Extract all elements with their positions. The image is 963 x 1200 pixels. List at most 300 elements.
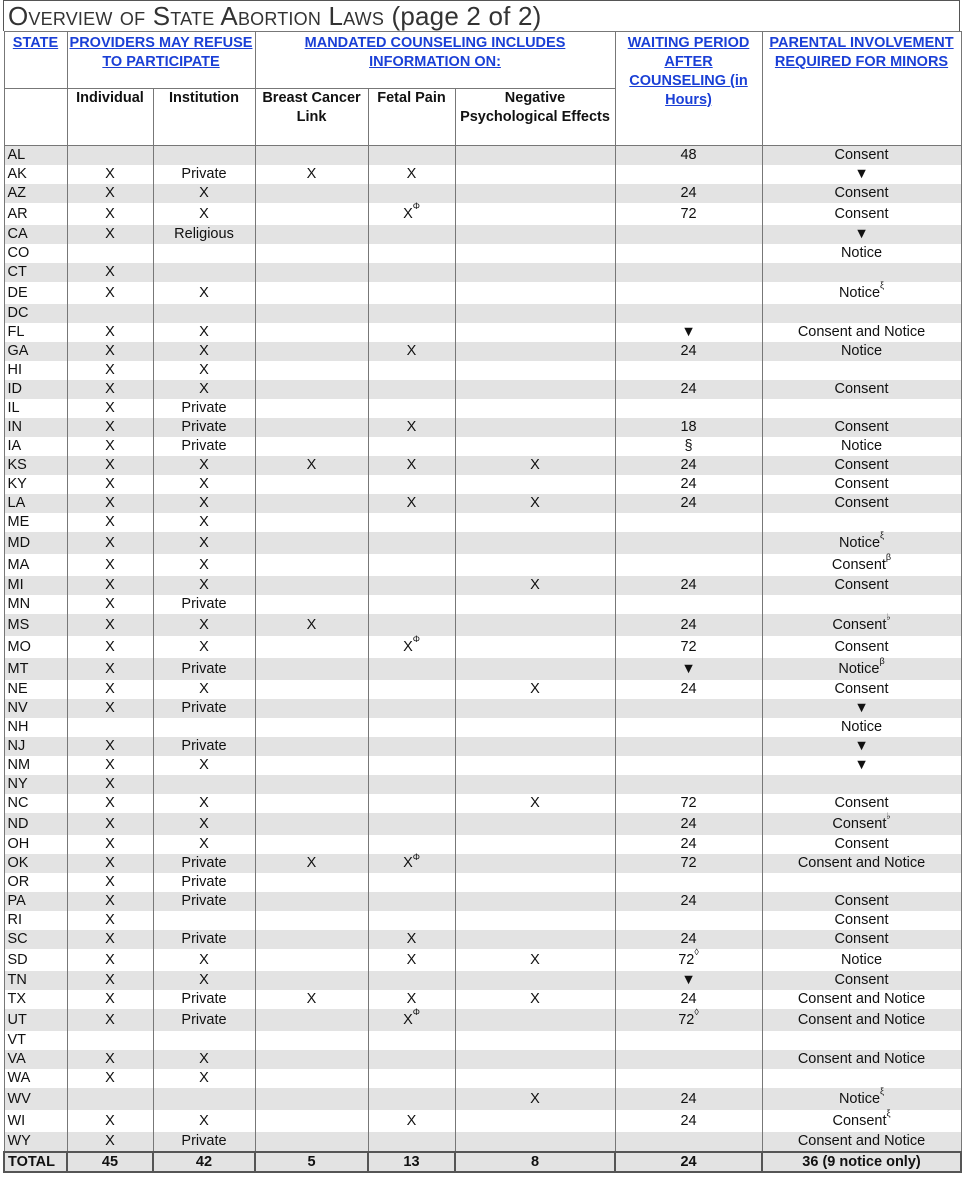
breast-cancer-cell-value: X <box>306 991 317 1007</box>
negative-effects-cell <box>455 576 615 595</box>
parental-cell <box>762 990 961 1009</box>
fetal-pain-cell <box>368 636 455 658</box>
waiting-period-cell <box>615 990 762 1009</box>
total-individual: 45 <box>67 1152 153 1172</box>
table-row <box>4 835 961 854</box>
individual-cell <box>67 636 153 658</box>
header-breast-cancer: Breast Cancer Link <box>255 89 368 146</box>
fetal-pain-cell-value: X <box>406 1113 417 1129</box>
fetal-pain-cell-value: X <box>406 991 417 1007</box>
individual-cell-value: X <box>105 226 115 242</box>
breast-cancer-cell <box>255 1110 368 1132</box>
state-cell-value: CT <box>7 264 27 280</box>
state-cell <box>4 930 67 949</box>
individual-cell <box>67 203 153 225</box>
parental-cell-value: Consent <box>834 972 889 988</box>
state-cell <box>4 323 67 342</box>
waiting-period-cell-value: 72 <box>680 855 697 871</box>
parental-cell-value: Consent and Notice <box>797 1012 926 1028</box>
state-cell <box>4 990 67 1009</box>
breast-cancer-cell <box>255 244 368 263</box>
institution-cell-value: Private <box>181 1133 227 1149</box>
state-cell <box>4 399 67 418</box>
waiting-period-cell <box>615 380 762 399</box>
state-cell <box>4 854 67 873</box>
institution-cell-value: X <box>199 617 209 633</box>
parental-cell-value: Consent and Notice <box>797 324 926 340</box>
negative-effects-cell <box>455 1132 615 1152</box>
state-cell-value: AR <box>7 206 28 222</box>
institution-cell <box>153 342 255 361</box>
negative-effects-cell <box>455 304 615 323</box>
fetal-pain-cell <box>368 835 455 854</box>
state-cell-value: SD <box>7 952 28 968</box>
fetal-pain-cell <box>368 418 455 437</box>
negative-effects-cell <box>455 282 615 304</box>
table-row <box>4 437 961 456</box>
institution-cell <box>153 304 255 323</box>
institution-cell-value: X <box>199 1051 209 1067</box>
state-cell-value: FL <box>7 324 25 340</box>
negative-effects-cell <box>455 854 615 873</box>
table-row <box>4 614 961 636</box>
parental-cell-value: Consent <box>832 1113 887 1129</box>
breast-cancer-cell <box>255 930 368 949</box>
total-institution: 42 <box>153 1152 255 1172</box>
negative-effects-cell-value: X <box>530 457 540 473</box>
individual-cell-value: X <box>105 596 115 612</box>
state-cell-value: ND <box>7 816 29 832</box>
negative-effects-cell <box>455 658 615 680</box>
negative-effects-cell <box>455 911 615 930</box>
fetal-pain-cell <box>368 554 455 576</box>
waiting-period-cell <box>615 1132 762 1152</box>
parental-cell <box>762 475 961 494</box>
waiting-period-cell <box>615 323 762 342</box>
fetal-pain-cell <box>368 244 455 263</box>
breast-cancer-cell <box>255 911 368 930</box>
parental-cell <box>762 165 961 184</box>
parental-cell-value: Consent <box>832 816 887 832</box>
institution-cell <box>153 437 255 456</box>
parental-cell-value: Consent <box>834 931 889 947</box>
state-cell-value: KS <box>7 457 27 473</box>
negative-effects-cell <box>455 990 615 1009</box>
individual-cell <box>67 1110 153 1132</box>
state-cell-value: IN <box>7 419 22 435</box>
fetal-pain-cell <box>368 737 455 756</box>
parental-cell <box>762 794 961 813</box>
institution-cell-value: X <box>199 535 209 551</box>
negative-effects-cell <box>455 418 615 437</box>
state-cell <box>4 165 67 184</box>
breast-cancer-cell <box>255 595 368 614</box>
parental-cell-value: Consent <box>834 147 889 163</box>
institution-cell-value: Private <box>181 596 227 612</box>
table-row <box>4 494 961 513</box>
breast-cancer-cell <box>255 699 368 718</box>
parental-cell-value: Consent <box>834 639 889 655</box>
breast-cancer-cell <box>255 971 368 990</box>
state-cell <box>4 184 67 203</box>
waiting-period-cell-value: 72 <box>680 206 697 222</box>
total-fetal-pain: 13 <box>368 1152 455 1172</box>
institution-cell <box>153 532 255 554</box>
state-cell <box>4 1050 67 1069</box>
parental-cell <box>762 532 961 554</box>
fetal-pain-cell <box>368 1031 455 1050</box>
header-counseling[interactable]: MANDATED COUNSELING INCLUDES INFORMATION ON: <box>255 32 615 89</box>
breast-cancer-cell <box>255 554 368 576</box>
footnote-mark: β <box>879 656 885 666</box>
individual-cell-value: X <box>105 514 115 530</box>
institution-cell-value: X <box>199 795 209 811</box>
parental-cell <box>762 576 961 595</box>
individual-cell <box>67 323 153 342</box>
waiting-period-cell <box>615 203 762 225</box>
table-row <box>4 342 961 361</box>
parental-cell-value: Consent <box>834 419 889 435</box>
institution-cell-value: Private <box>181 874 227 890</box>
institution-cell-value: X <box>199 836 209 852</box>
institution-cell <box>153 835 255 854</box>
waiting-period-cell <box>615 775 762 794</box>
breast-cancer-cell <box>255 737 368 756</box>
parental-cell <box>762 323 961 342</box>
individual-cell <box>67 1132 153 1152</box>
institution-cell <box>153 794 255 813</box>
header-waiting-period[interactable]: WAITING PERIOD AFTER COUNSELING (in Hours) <box>615 32 762 146</box>
table-row <box>4 146 961 166</box>
institution-cell <box>153 680 255 699</box>
fetal-pain-cell <box>368 854 455 873</box>
parental-cell-value: Notice <box>838 661 880 677</box>
waiting-period-cell-value: 24 <box>680 495 697 511</box>
footnote-mark: Φ <box>412 201 420 211</box>
breast-cancer-cell <box>255 437 368 456</box>
individual-cell-value: X <box>105 166 115 182</box>
waiting-period-cell <box>615 658 762 680</box>
breast-cancer-cell <box>255 614 368 636</box>
parental-cell <box>762 930 961 949</box>
waiting-period-cell-value: ▼ <box>681 661 696 677</box>
institution-cell-value: X <box>199 681 209 697</box>
individual-cell <box>67 532 153 554</box>
state-cell-value: VT <box>7 1032 27 1048</box>
individual-cell-value: X <box>105 400 115 416</box>
state-cell <box>4 614 67 636</box>
institution-cell-value: X <box>199 557 209 573</box>
parental-cell <box>762 775 961 794</box>
footnote-mark: β <box>885 552 892 562</box>
individual-cell <box>67 835 153 854</box>
individual-cell-value: X <box>105 912 115 928</box>
state-cell-value: PA <box>7 893 26 909</box>
individual-cell-value: X <box>105 991 115 1007</box>
parental-cell-value: Notice <box>840 343 883 359</box>
individual-cell-value: X <box>105 495 115 511</box>
parental-cell <box>762 244 961 263</box>
waiting-period-cell <box>615 1069 762 1088</box>
breast-cancer-cell <box>255 949 368 971</box>
fetal-pain-cell <box>368 513 455 532</box>
individual-cell <box>67 949 153 971</box>
negative-effects-cell <box>455 554 615 576</box>
waiting-period-cell <box>615 184 762 203</box>
individual-cell-value: X <box>105 535 115 551</box>
waiting-period-cell-value: 24 <box>680 893 697 909</box>
institution-cell <box>153 513 255 532</box>
institution-cell-value: X <box>199 324 209 340</box>
fetal-pain-cell-value: X <box>403 1012 413 1028</box>
footnote-mark: ♭ <box>886 811 891 821</box>
individual-cell-value: X <box>105 681 115 697</box>
waiting-period-cell-value: ▼ <box>681 324 696 340</box>
institution-cell <box>153 361 255 380</box>
negative-effects-cell <box>455 595 615 614</box>
individual-cell <box>67 418 153 437</box>
negative-effects-cell <box>455 737 615 756</box>
state-cell-value: RI <box>7 912 22 928</box>
waiting-period-cell <box>615 873 762 892</box>
parental-cell <box>762 737 961 756</box>
waiting-period-cell <box>615 576 762 595</box>
individual-cell-value: X <box>105 661 115 677</box>
table-row <box>4 737 961 756</box>
state-cell <box>4 699 67 718</box>
table-row <box>4 949 961 971</box>
parental-cell-value: Consent <box>834 577 889 593</box>
state-cell <box>4 203 67 225</box>
footnote-mark: Φ <box>412 1007 420 1017</box>
institution-cell-value: X <box>199 757 209 773</box>
table-row <box>4 595 961 614</box>
footnote-mark: ◊ <box>694 1007 699 1017</box>
negative-effects-cell <box>455 873 615 892</box>
table-row <box>4 1088 961 1110</box>
footnote-mark: ξ <box>880 1086 885 1096</box>
state-cell-value: AK <box>7 166 27 182</box>
state-cell <box>4 244 67 263</box>
individual-cell <box>67 658 153 680</box>
state-cell <box>4 456 67 475</box>
parental-cell <box>762 437 961 456</box>
institution-cell-value: X <box>199 952 209 968</box>
table-row <box>4 513 961 532</box>
waiting-period-cell-value: 18 <box>680 419 697 435</box>
fetal-pain-cell <box>368 930 455 949</box>
negative-effects-cell <box>455 1009 615 1031</box>
individual-cell <box>67 1031 153 1050</box>
waiting-period-cell <box>615 1110 762 1132</box>
individual-cell <box>67 165 153 184</box>
state-cell <box>4 1009 67 1031</box>
institution-cell <box>153 165 255 184</box>
table-row <box>4 1132 961 1152</box>
breast-cancer-cell-value: X <box>306 166 317 182</box>
title-main: Overview of State Abortion Laws <box>8 1 385 31</box>
parental-cell-value: Consent <box>834 495 889 511</box>
breast-cancer-cell <box>255 835 368 854</box>
institution-cell <box>153 380 255 399</box>
state-cell-value: CA <box>7 226 28 242</box>
state-cell <box>4 658 67 680</box>
breast-cancer-cell <box>255 1050 368 1069</box>
parental-cell <box>762 456 961 475</box>
parental-cell <box>762 263 961 282</box>
parental-cell <box>762 971 961 990</box>
negative-effects-cell <box>455 1088 615 1110</box>
negative-effects-cell <box>455 165 615 184</box>
institution-cell <box>153 203 255 225</box>
state-cell-value: TX <box>7 991 27 1007</box>
institution-cell <box>153 263 255 282</box>
fetal-pain-cell <box>368 475 455 494</box>
fetal-pain-cell <box>368 1110 455 1132</box>
individual-cell <box>67 361 153 380</box>
institution-cell-value: X <box>199 476 209 492</box>
parental-cell <box>762 1009 961 1031</box>
fetal-pain-cell <box>368 203 455 225</box>
parental-cell <box>762 854 961 873</box>
fetal-pain-cell <box>368 794 455 813</box>
fetal-pain-cell <box>368 225 455 244</box>
parental-cell <box>762 813 961 835</box>
state-cell <box>4 225 67 244</box>
parental-cell <box>762 1069 961 1088</box>
parental-cell-value: Consent and Notice <box>797 1133 926 1149</box>
institution-cell <box>153 990 255 1009</box>
state-cell-value: AZ <box>7 185 27 201</box>
fetal-pain-cell <box>368 576 455 595</box>
state-cell <box>4 636 67 658</box>
breast-cancer-cell <box>255 718 368 737</box>
state-cell-value: OR <box>7 874 30 890</box>
negative-effects-cell-value: X <box>530 795 540 811</box>
individual-cell-value: X <box>105 1133 115 1149</box>
institution-cell-value: X <box>199 381 209 397</box>
negative-effects-cell <box>455 399 615 418</box>
waiting-period-cell <box>615 399 762 418</box>
table-row <box>4 990 961 1009</box>
breast-cancer-cell <box>255 1132 368 1152</box>
state-cell-value: MT <box>7 661 29 677</box>
header-parental-involvement[interactable]: PARENTAL INVOLVEMENT REQUIRED FOR MINORS <box>762 32 961 146</box>
waiting-period-cell-value: 48 <box>680 147 697 163</box>
state-cell-value: DC <box>7 305 29 321</box>
header-providers[interactable]: PROVIDERS MAY REFUSE TO PARTICIPATE <box>67 32 255 89</box>
table-row <box>4 244 961 263</box>
institution-cell-value: Private <box>181 1012 227 1028</box>
waiting-period-cell <box>615 361 762 380</box>
negative-effects-cell <box>455 361 615 380</box>
table-body <box>4 146 961 1153</box>
fetal-pain-cell <box>368 184 455 203</box>
table-row <box>4 911 961 930</box>
negative-effects-cell-value: X <box>530 1091 540 1107</box>
individual-cell-value: X <box>105 893 115 909</box>
individual-cell-value: X <box>105 438 115 454</box>
waiting-period-cell-value: 24 <box>680 617 697 633</box>
individual-cell <box>67 794 153 813</box>
breast-cancer-cell <box>255 990 368 1009</box>
state-cell <box>4 911 67 930</box>
table-row <box>4 658 961 680</box>
individual-cell <box>67 990 153 1009</box>
state-cell-value: MS <box>7 617 30 633</box>
institution-cell <box>153 737 255 756</box>
institution-cell-value: Private <box>181 661 227 677</box>
header-state[interactable]: STATE <box>4 32 67 89</box>
institution-cell-value: Private <box>181 855 227 871</box>
waiting-period-cell <box>615 949 762 971</box>
state-cell-value: NM <box>7 757 31 773</box>
individual-cell <box>67 873 153 892</box>
header-negative-effects: Negative Psychological Effects <box>455 89 615 146</box>
parental-cell <box>762 304 961 323</box>
parental-cell <box>762 399 961 418</box>
waiting-period-cell <box>615 911 762 930</box>
fetal-pain-cell <box>368 263 455 282</box>
breast-cancer-cell <box>255 873 368 892</box>
institution-cell-value: Religious <box>174 226 234 242</box>
individual-cell-value: X <box>105 362 115 378</box>
institution-cell-value: X <box>199 972 209 988</box>
fetal-pain-cell <box>368 146 455 166</box>
parental-cell <box>762 361 961 380</box>
institution-cell <box>153 614 255 636</box>
waiting-period-cell <box>615 1050 762 1069</box>
waiting-period-cell-value: 24 <box>680 681 697 697</box>
negative-effects-cell <box>455 184 615 203</box>
page-title <box>3 0 960 31</box>
parental-cell-value: ▼ <box>854 757 869 773</box>
waiting-period-cell-value: 24 <box>680 185 697 201</box>
individual-cell-value: X <box>105 776 115 792</box>
table-row <box>4 456 961 475</box>
parental-cell <box>762 146 961 166</box>
waiting-period-cell-value: 24 <box>680 577 697 593</box>
table-row <box>4 1009 961 1031</box>
parental-cell <box>762 835 961 854</box>
parental-cell <box>762 614 961 636</box>
state-cell <box>4 304 67 323</box>
institution-cell <box>153 184 255 203</box>
state-cell-value: WI <box>7 1113 26 1129</box>
negative-effects-cell <box>455 146 615 166</box>
institution-cell-value: Private <box>181 991 227 1007</box>
individual-cell-value: X <box>105 874 115 890</box>
institution-cell-value: X <box>199 514 209 530</box>
parental-cell-value: Notice <box>838 1091 881 1107</box>
state-cell-value: NC <box>7 795 29 811</box>
table-row <box>4 699 961 718</box>
waiting-period-cell-value: 72 <box>680 639 697 655</box>
breast-cancer-cell <box>255 532 368 554</box>
institution-cell <box>153 1069 255 1088</box>
state-cell-value: IL <box>7 400 20 416</box>
breast-cancer-cell <box>255 513 368 532</box>
negative-effects-cell-value: X <box>530 991 540 1007</box>
individual-cell <box>67 756 153 775</box>
individual-cell-value: X <box>105 855 115 871</box>
header-state-blank <box>4 89 67 146</box>
fetal-pain-cell <box>368 342 455 361</box>
individual-cell-value: X <box>105 264 115 280</box>
institution-cell-value: Private <box>181 738 227 754</box>
waiting-period-cell <box>615 854 762 873</box>
waiting-period-cell-value: 72 <box>678 952 695 968</box>
